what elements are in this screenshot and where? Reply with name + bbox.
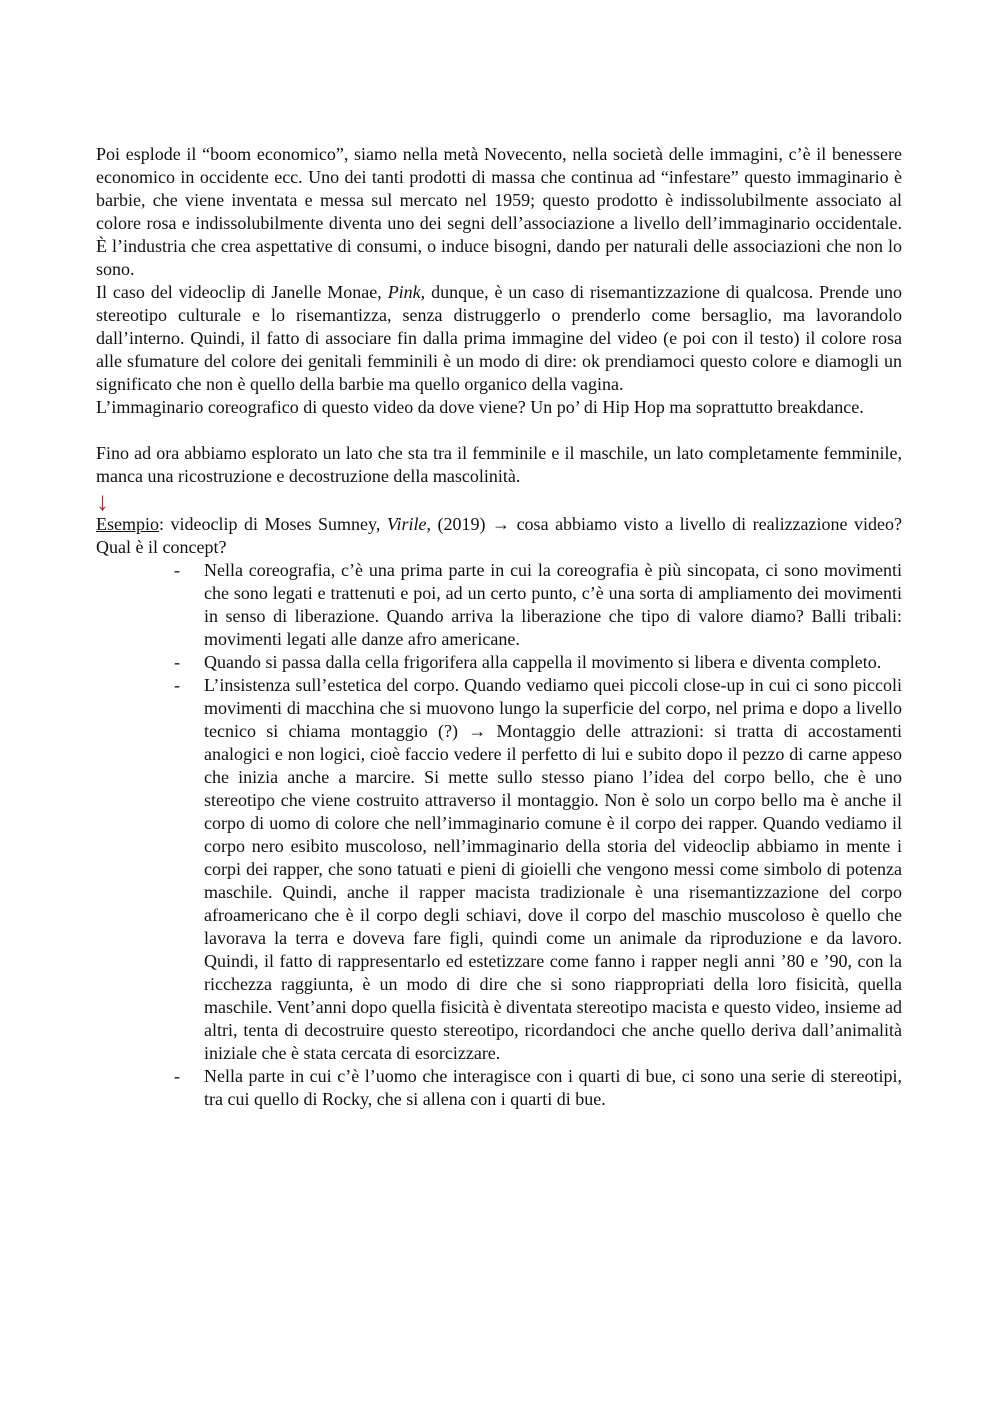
list-item-text: Nella coreografia, c’è una prima parte in cui la coreografia è più sincopata, ci sono movimenti che sono legati e trattenuti e poi, ad un certo punto, c’è una sorta di ampliamento dei movimenti in senso di liberazione. Quando arriva la liberazione che tipo di valore diamo? Balli tribali: movimenti legati alle danze afro americane. [204, 560, 902, 649]
paragraph-text: Il caso del videoclip di Janelle Monae, [96, 282, 388, 302]
dash-marker: - [174, 560, 180, 580]
paragraph-text: , (2019) → cosa abbiamo visto a livello di realizzazione video? Qual è il concept? [96, 514, 903, 557]
esempio-label: Esempio [96, 514, 159, 534]
paragraph-text: dunque, è un caso di risemantizzazione di qualcosa. Prende uno stereotipo culturale e lo risemantizza, senza distruggerlo o prenderlo come bersaglio, ma lavorandolo dall’interno. Quindi, il fatto di associare fin dalla prima immagine del video (e poi con il testo) il colore rosa alle sfumature del colore dei genitali femminili è un modo di dire: ok prendiamoci questo colore e diamogli un significato che non è quello della barbie ma quello organico della vagina. [96, 282, 902, 394]
paragraph-janelle-monae [96, 281, 902, 396]
paragraph-coreografia: L’immaginario coreografico di questo video da dove viene? Un po’ di Hip Hop ma soprattutto breakdance. [96, 397, 864, 417]
document-page [96, 143, 902, 1111]
down-arrow-icon: ↓ [96, 487, 109, 516]
paragraph-mascolinita: Fino ad ora abbiamo esplorato un lato che sta tra il femminile e il maschile, un lato completamente femminile, manca una ricostruzione e decostruzione della mascolinità. [96, 443, 902, 486]
list-item [174, 674, 902, 1065]
list-item [174, 559, 902, 651]
dash-marker: - [174, 1066, 180, 1086]
dash-marker: - [174, 675, 180, 695]
list-item-text: Quando si passa dalla cella frigorifera alla cappella il movimento si libera e diventa completo. [204, 652, 882, 672]
dash-marker: - [174, 652, 180, 672]
paragraph-text: : videoclip di Moses Sumney, [159, 514, 387, 534]
video-title-pink: Pink, [387, 282, 426, 302]
list-item-text: Nella parte in cui c’è l’uomo che interagisce con i quarti di bue, ci sono una serie di stereotipi, tra cui quello di Rocky, che si allena con i quarti di bue. [204, 1066, 902, 1109]
list-item-text: L’insistenza sull’estetica del corpo. Quando vediamo quei piccoli close-up in cui ci sono piccoli movimenti di macchina che si muovono lungo la superficie del corpo, nel prima e dopo a livello tecnico si chiama montaggio (?) → Montaggio delle attrazioni: si tratta di accostamenti analogici e non logici, cioè faccio vedere il perfetto di lui e subito dopo il pezzo di carne appeso che inizia anche a marcire. Si mette sullo stesso piano l’idea del corpo bello, che è uno stereotipo che viene costruito attraverso il montaggio. Non è solo un corpo bello ma è anche il corpo di uomo di colore che nell’immaginario comune è il corpo dei rapper. Quando vediamo il corpo nero esibito muscoloso, nell’immaginario della storia del videoclip abbiamo in mente i corpi dei rapper, che sono tatuati e pieni di gioielli che vengono messi come simbolo di potenza maschile. Quindi, anche il rapper macista tradizionale è una risemantizzazione del corpo afroamericano che è il corpo degli schiavi, dove il corpo del maschio muscoloso è quello che lavorava la terra e doveva fare figli, quindi come un animale da riproduzione e da lavoro. Quindi, il fatto di rappresentarlo ed estetizzare come fanno i rapper negli anni ’80 e ’90, con la ricchezza raggiunta, è un modo di dire che si sono riappropriati della loro fisicità, quella maschile. Vent’anni dopo quella fisicità è diventata stereotipo macista e questo video, insieme ad altri, tenta di decostruire questo stereotipo, ricordandoci che anche quello deriva dall’animalità iniziale che è stata cercata di esorcizzare. [204, 675, 902, 1063]
video-title-virile: Virile [386, 514, 427, 534]
paragraph-esempio [96, 513, 902, 559]
list-item [174, 651, 902, 674]
blank-line [96, 419, 902, 442]
list-item [174, 1065, 902, 1111]
bullet-list [96, 559, 902, 1111]
paragraph-boom-economico: Poi esplode il “boom economico”, siamo nella metà Novecento, nella società delle immagini, c’è il benessere economico in occidente ecc. Uno dei tanti prodotti di massa che continua ad “infestare” questo immaginario è barbie, che viene inventata e messa sul mercato nel 1959; questo prodotto è indissolubilmente associato al colore rosa e indissolubilmente diventa uno dei segni dell’associazione a livello dell’immaginario occidentale. È l’industria che crea aspettative di consumi, o induce bisogni, dando per naturali delle associazioni che non lo sono. [96, 144, 902, 279]
